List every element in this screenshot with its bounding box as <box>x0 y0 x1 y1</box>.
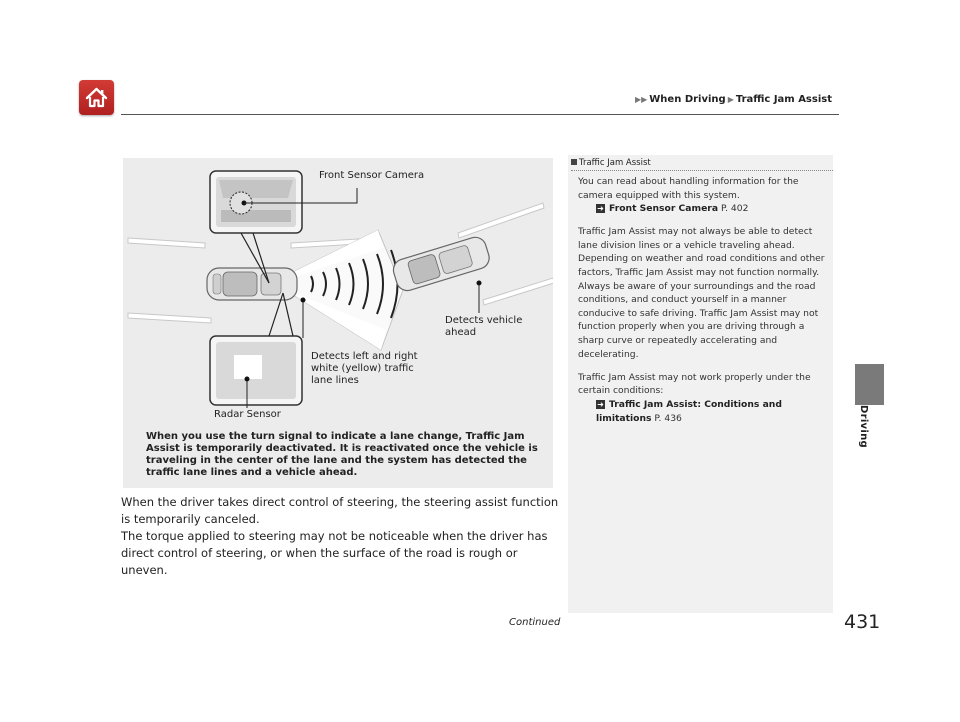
label-line: white (yellow) traffic <box>311 363 414 374</box>
note-text: Traffic Jam Assist may not work properly under the certain conditions: <box>578 371 811 397</box>
reference-link-front-sensor-camera[interactable] <box>578 202 828 216</box>
reference-page: P. 402 <box>720 203 749 215</box>
figure-caption: When you use the turn signal to indicate a lane change, Traffic Jam Assist is temporarily deactivated. It is reactivated once the vehicle is traveling in the center of the lane and the system has detected the traffic lane lines and a vehicle ahead. <box>146 431 538 478</box>
label-line: Detects left and right <box>311 351 418 362</box>
continued-label: Continued <box>509 617 561 628</box>
reference-arrow-icon: ➜ <box>597 204 604 214</box>
label-line: ahead <box>445 327 477 338</box>
note-divider <box>571 170 833 171</box>
breadcrumb <box>633 94 832 105</box>
body-text <box>121 494 561 579</box>
body-paragraph: When the driver takes direct control of steering, the steering assist function is temporarily canceled. <box>121 495 559 526</box>
chapter-tab-label: Driving <box>858 405 869 448</box>
note-body <box>578 175 828 435</box>
note-title <box>571 158 651 168</box>
reference-link-conditions-limitations[interactable] <box>578 398 828 425</box>
breadcrumb-item-when-driving[interactable]: When Driving <box>649 94 726 105</box>
reference-page: P. 436 <box>654 412 682 424</box>
note-paragraph <box>578 175 828 216</box>
label-line: lane lines <box>311 375 359 386</box>
chapter-tab[interactable] <box>855 364 884 405</box>
reference-title: Front Sensor Camera <box>609 203 719 215</box>
label-radar-sensor: Radar Sensor <box>214 409 281 420</box>
home-button[interactable] <box>79 80 114 115</box>
note-icon <box>571 159 577 165</box>
note-text: You can read about handling information for the camera equipped with this system. <box>578 176 799 201</box>
page-number: 431 <box>844 611 881 633</box>
label-line: Detects vehicle <box>445 315 523 326</box>
home-icon <box>84 85 109 110</box>
note-paragraph: Traffic Jam Assist may not always be able to detect lane division lines or a vehicle traveling ahead. Depending on weather and road conditions and other factors, Traffic Jam Assist may not function normally. Always be aware of your surroundings and the road conditions, and conduct yourself in a manner conducive to safe driving. Traffic Jam Assist may not function properly when you are driving through a sharp curve or repeatedly accelerating and decelerating. <box>578 226 825 360</box>
label-detects-lane-lines <box>311 351 418 387</box>
label-detects-vehicle-ahead <box>445 315 522 339</box>
note-paragraph <box>578 371 828 425</box>
breadcrumb-arrow-icon: ▶ <box>727 95 734 104</box>
breadcrumb-arrow-icon: ▶▶ <box>634 95 648 104</box>
breadcrumb-item-traffic-jam-assist[interactable]: Traffic Jam Assist <box>735 94 832 105</box>
label-front-sensor-camera: Front Sensor Camera <box>319 170 425 181</box>
note-title-text: Traffic Jam Assist <box>579 158 651 168</box>
reference-title: Traffic Jam Assist: Conditions and limitations <box>596 398 782 424</box>
header-divider <box>121 114 839 115</box>
reference-arrow-icon: ➜ <box>597 399 604 409</box>
body-paragraph: The torque applied to steering may not be noticeable when the driver has direct control of steering, or when the surface of the road is rough or uneven. <box>121 529 548 577</box>
